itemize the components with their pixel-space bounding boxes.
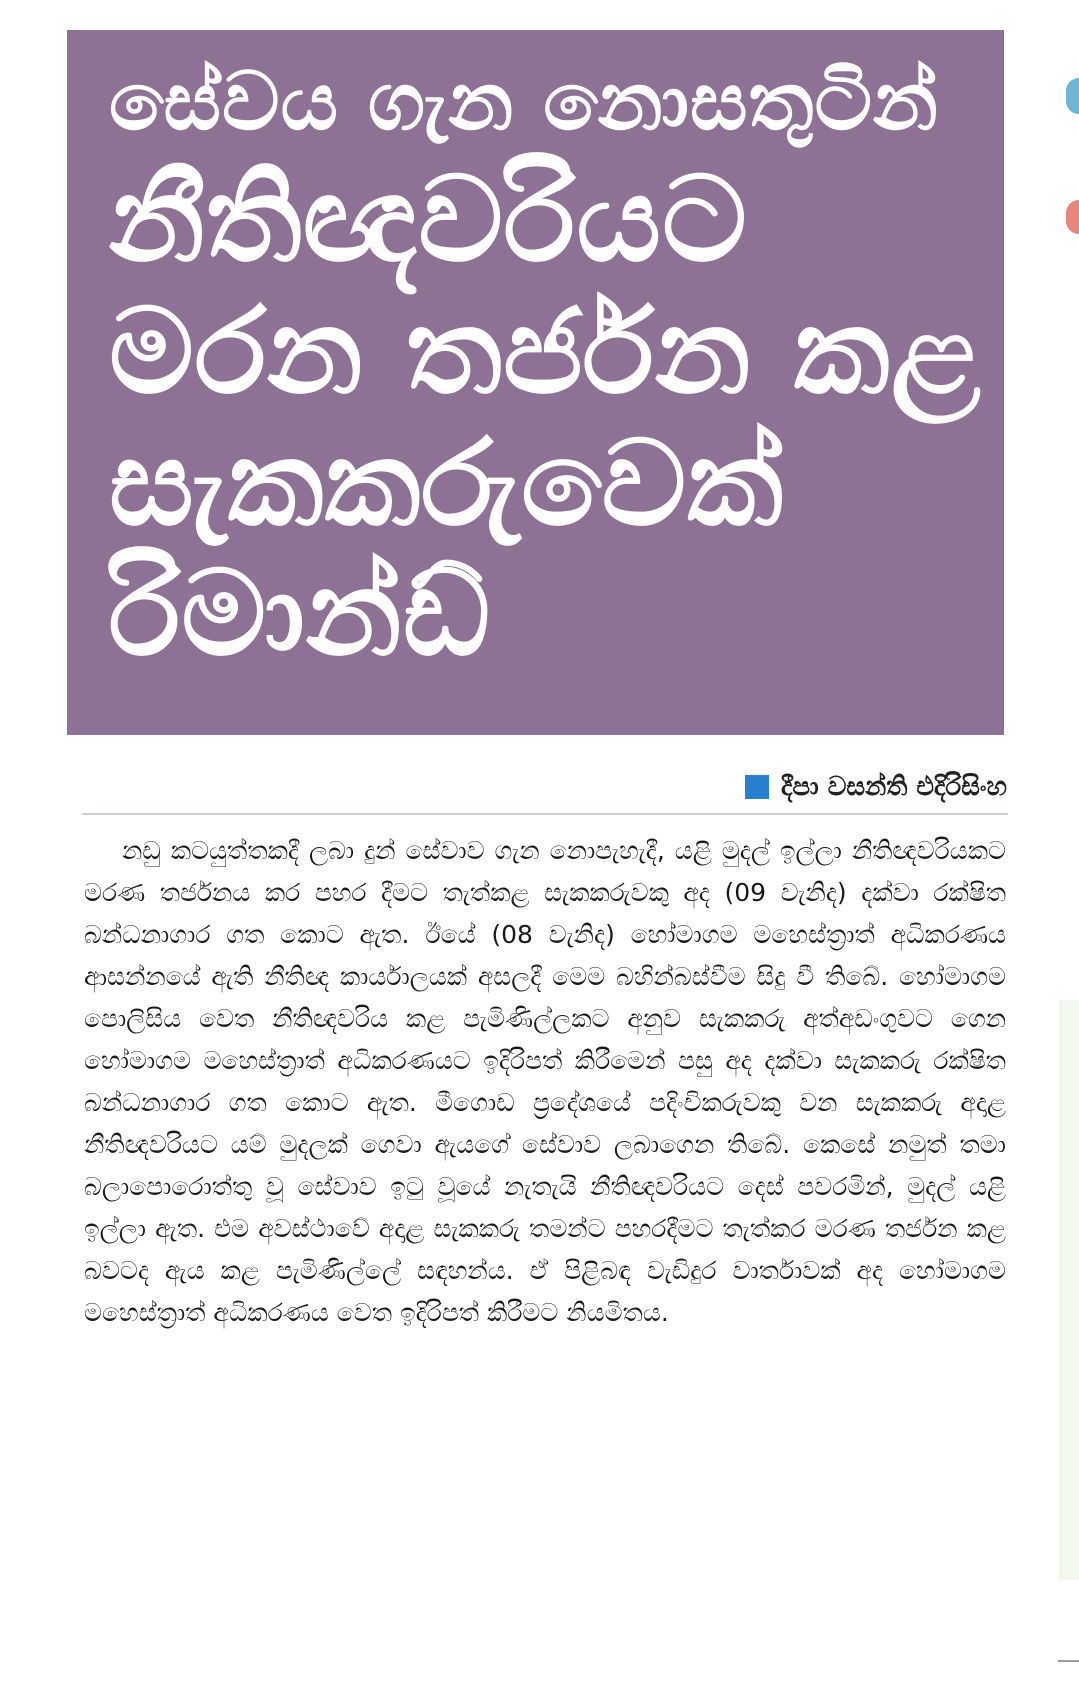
headline-panel [67,30,1004,735]
adjacent-column-mark [1066,200,1079,234]
adjacent-column-panel [1060,1000,1079,1580]
divider [82,813,1008,815]
headline-line: සැකකරුවෙක් [109,414,785,552]
author-name: දීපා වසන්ති එදිරිසිංහ [780,771,1007,802]
article-body: නඩු කටයුත්තකදී ලබා දුන් සේවාව ගැන නොපැහැදී, යළි මුදල් ඉල්ලා නීතිඥවරියකට මරණ තර්ජනය කර පහර දීමට තැත්කළ සැකකරුවකු අද (09 වැනිද) දක්වා රක්ෂිත බන්ධනාගාර ගත කොට ඇත. ඊයේ (08 වැනිද) හෝමාගම මහෙස්ත්‍රාත් අධිකරණය ආසන්නයේ ඇති නීතිඥ කාර්යාලයක් අසලදී මෙම බහින්බස්වීම සිදු වී තිබේ. හෝමාගම පොලිසිය වෙත නීතිඥවරිය කළ පැමිණිල්ලකට අනුව සැකකරු අත්අඩංගුවට ගෙන හෝමාගම මහෙස්ත්‍රාත් අධිකරණයට ඉදිරිපත් කිරීමෙන් පසු අද දක්වා සැකකරු රක්ෂිත බන්ධනාගාර ගත කොට ඇත. මීගොඩ ප්‍රදේශයේ පදිංචිකරුවකු වන සැකකරු අදාළ නීතිඥවරියට යම් මුදලක් ගෙවා ඇයගේ සේවාව ලබාගෙන තිබේ. කෙසේ නමුත් තමා බලාපොරොත්තු වූ සේවාව ඉටු වූයේ නැතැයි නීතිඥවරියට දෙස් පවරමින්, මුදල් යළි ඉල්ලා ඇත. එම අවස්ථාවේ අදාළ සැකකරු තමන්ට පහරදීමට තැත්කර මරණ තර්ජන කළ බවටද ඇය කළ පැමිණිල්ලේ සඳහන්ය. ඒ පිළිබඳ වැඩිදුර වාර්තාවක් අද හෝමාගම මහෙස්ත්‍රාත් අධිකරණය වෙත ඉදිරිපත් කිරීමට නියමිතය. [84,836,1006,1327]
byline-square-icon [745,775,769,799]
headline-line: සේවය ගැන නොසතුටින් [109,55,939,148]
headline-line: මරන තර්ජන කළ [109,282,982,420]
adjacent-column-mark [1058,1660,1079,1662]
headline-line: රිමාන්ඩ් [109,544,492,682]
headline-line: නීතිඥවරියට [109,150,748,288]
byline [745,768,1007,806]
adjacent-column-mark [1066,78,1079,114]
